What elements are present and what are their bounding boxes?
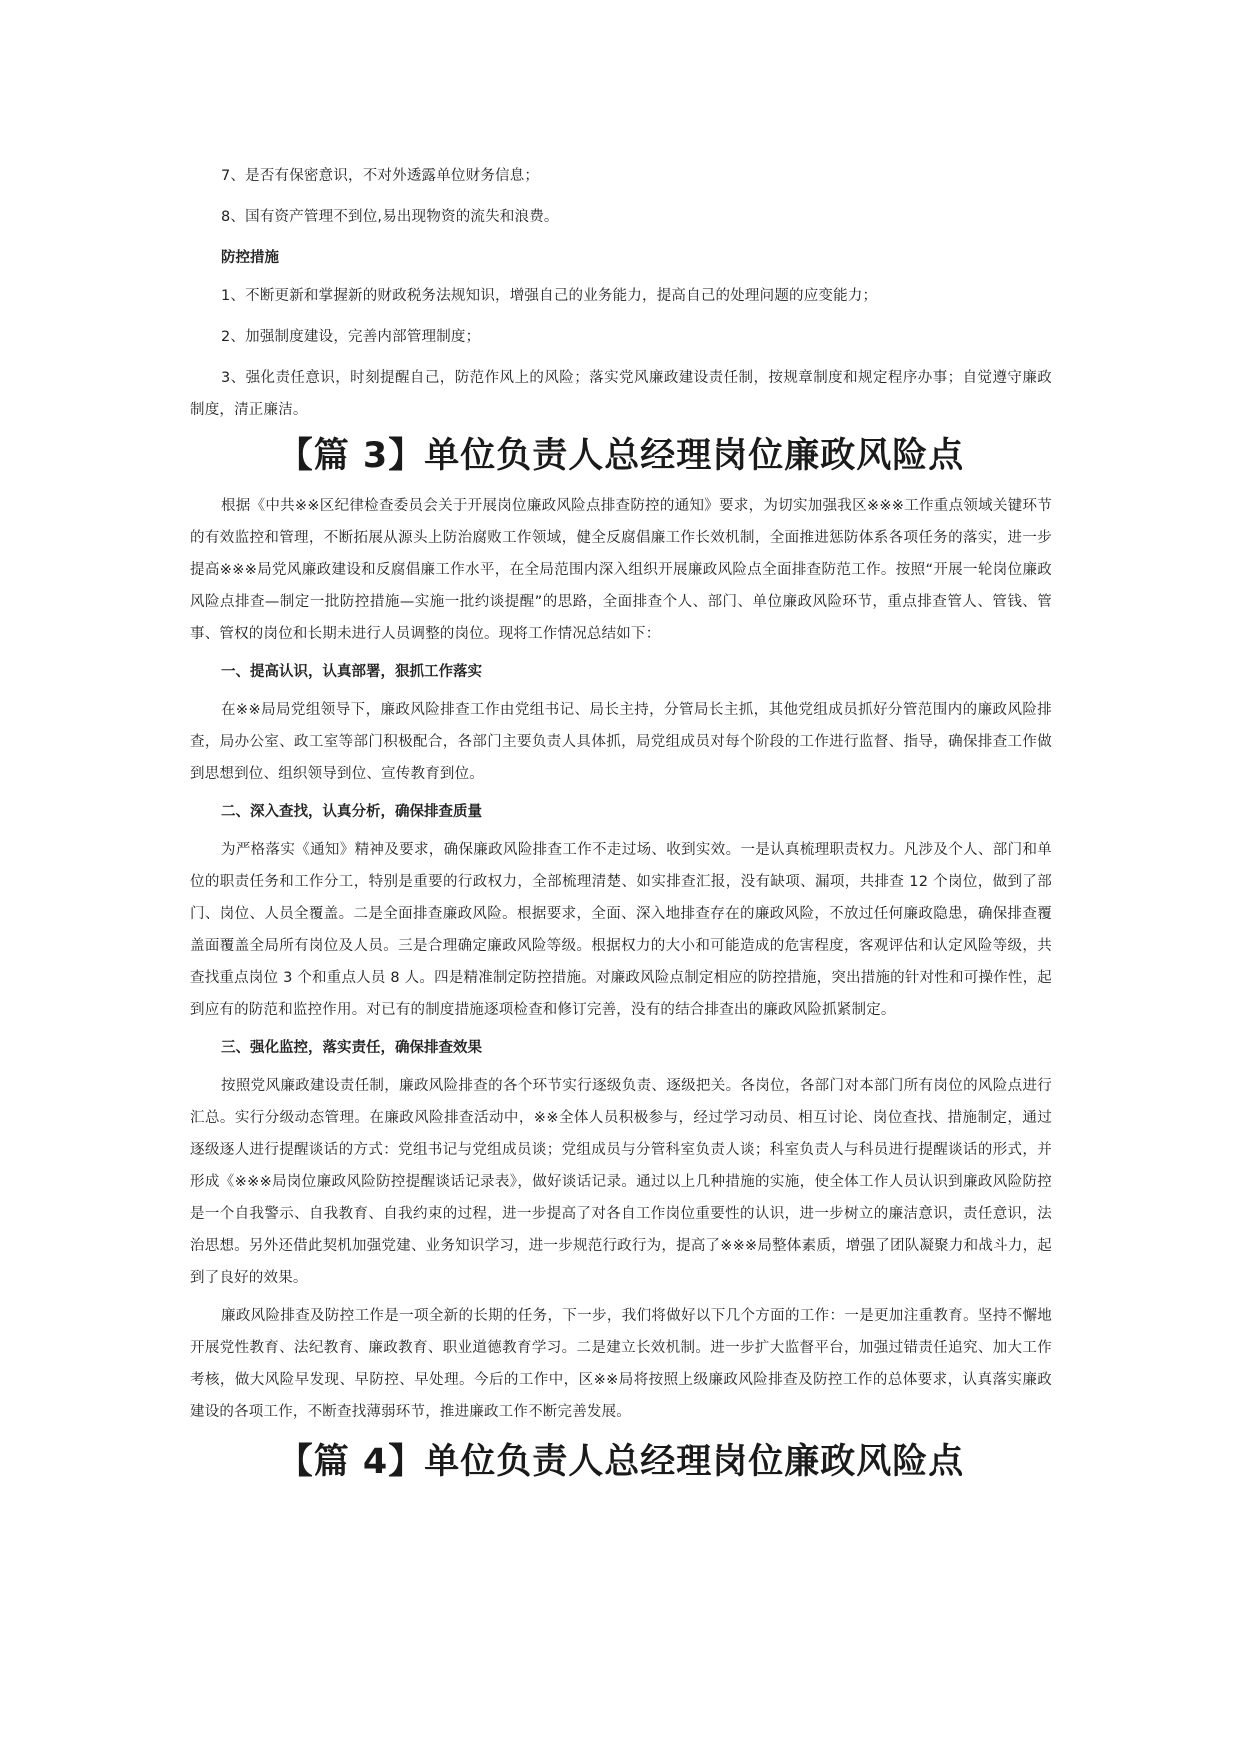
document-page [190,160,1052,1496]
paragraph-3: 按照党风廉政建设责任制，廉政风险排查的各个环节实行逐级负责、逐级把关。各岗位，各部门对本部门所有岗位的风险点进行汇总。实行分级动态管理。在廉政风险排查活动中，※※全体人员积极参与，经过学习动员、相互讨论、岗位查找、措施制定，通过逐级逐人进行提醒谈话的方式：党组书记与党组成员谈；党组成员与分管科室负责人谈；科室负责人与科员进行提醒谈话的形式，并形成《※※※局岗位廉政风险防控提醒谈话记录表》，做好谈话记录。通过以上几种措施的实施，使全体工作人员认识到廉政风险防控是一个自我警示、自我教育、自我约束的过程，进一步提高了对各自工作岗位重要性的认识，进一步树立的廉洁意识，责任意识，法治思想。另外还借此契机加强党建、业务知识学习，进一步规范行政行为，提高了※※※局整体素质，增强了团队凝聚力和战斗力，起到了良好的效果。 [190,1078,1052,1286]
paragraph-1: 在※※局局党组领导下，廉政风险排查工作由党组书记、局长主持，分管局长主抓，其他党组成员抓好分管范围内的廉政风险排查，局办公室、政工室等部门积极配合，各部门主要负责人具体抓，局党组成员对每个阶段的工作进行监督、指导，确保排查工作做到思想到位、组织领导到位、宣传教育到位。 [190,702,1052,782]
subheading-1: 一、提高认识，认真部署，狠抓工作落实 [221,664,482,680]
section-3-title: 【篇 3】单位负责人总经理岗位廉政风险点 [277,436,965,476]
measure-item: 1、不断更新和掌握新的财政税务法规知识，增强自己的业务能力，提高自己的处理问题的应变能力； [221,288,878,304]
subheading-2: 二、深入查找，认真分析，确保排查质量 [221,804,482,820]
paragraph-4: 廉政风险排查及防控工作是一项全新的长期的任务，下一步，我们将做好以下几个方面的工作：一是更加注重教育。坚持不懈地开展党性教育、法纪教育、廉政教育、职业道德教育学习。二是建立长效机制。进一步扩大监督平台，加强过错责任追究、加大工作考核，做大风险早发现、早防控、早处理。今后的工作中，区※※局将按照上级廉政风险排查及防控工作的总体要求，认真落实廉政建设的各项工作，不断查找薄弱环节，推进廉政工作不断完善发展。 [190,1308,1052,1420]
measure-item: 2、加强制度建设，完善内部管理制度； [221,329,481,345]
section-4-title: 【篇 4】单位负责人总经理岗位廉政风险点 [277,1442,965,1482]
measures-heading: 防控措施 [221,250,279,266]
measure-item: 3、强化责任意识，时刻提醒自己，防范作风上的风险；落实党风廉政建设责任制，按规章制度和规定程序办事；自觉遵守廉政制度，清正廉洁。 [190,370,1052,418]
subheading-3: 三、强化监控，落实责任，确保排查效果 [221,1040,482,1056]
list-item: 8、国有资产管理不到位,易出现物资的流失和浪费。 [221,209,559,225]
paragraph-2: 为严格落实《通知》精神及要求，确保廉政风险排查工作不走过场、收到实效。一是认真梳理职责权力。凡涉及个人、部门和单位的职责任务和工作分工，特别是重要的行政权力，全部梳理清楚、如实排查汇报，没有缺项、漏项，共排查 12 个岗位，做到了部门、岗位、人员全覆盖。二是全面排查廉政风险。根据要求，全面、深入地排查存在的廉政风险，不放过任何廉政隐患，确保排查覆盖面覆盖全局所有岗位及人员。三是合理确定廉政风险等级。根据权力的大小和可能造成的危害程度，客观评估和认定风险等级，共查找重点岗位 3 个和重点人员 8 人。四是精准制定防控措施。对廉政风险点制定相应的防控措施，突出措施的针对性和可操作性，起到应有的防范和监控作用。对已有的制度措施逐项检查和修订完善，没有的结合排查出的廉政风险抓紧制定。 [190,842,1052,1018]
list-item: 7、是否有保密意识，不对外透露单位财务信息； [221,168,540,184]
section-3-intro: 根据《中共※※区纪律检查委员会关于开展岗位廉政风险点排查防控的通知》要求，为切实加强我区※※※工作重点领域关键环节的有效监控和管理，不断拓展从源头上防治腐败工作领域，健全反腐倡廉工作长效机制，全面推进惩防体系各项任务的落实，进一步提高※※※局党风廉政建设和反腐倡廉工作水平，在全局范围内深入组织开展廉政风险点全面排查防范工作。按照“开展一轮岗位廉政风险点排查—制定一批防控措施—实施一批约谈提醒”的思路，全面排查个人、部门、单位廉政风险环节，重点排查管人、管钱、管事、管权的岗位和长期未进行人员调整的岗位。现将工作情况总结如下： [190,498,1052,642]
